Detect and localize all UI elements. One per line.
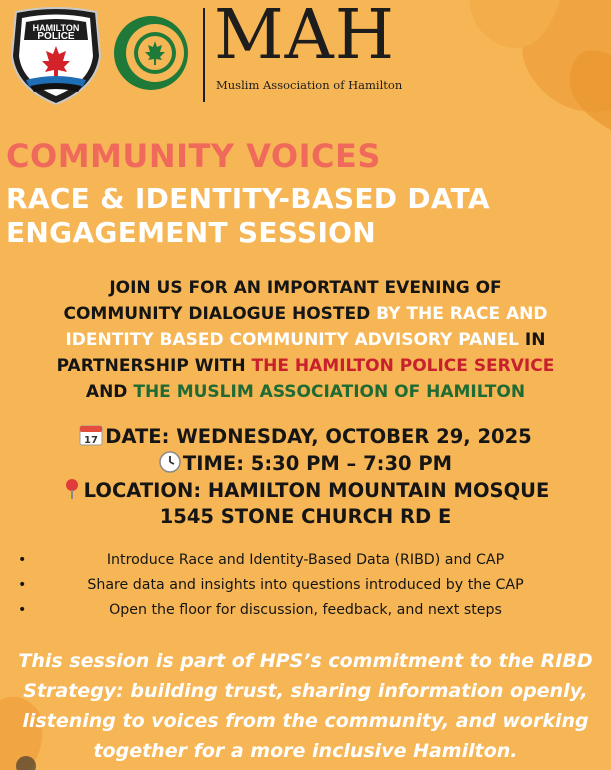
calendar-icon xyxy=(79,424,103,446)
intro-highlight: BY THE RACE AND xyxy=(376,304,548,324)
closing-line: listening to voices from the community, and working xyxy=(22,710,589,732)
subhead-line-1: RACE & IDENTITY-BASED DATA xyxy=(6,182,490,215)
list-item: • Open the floor for discussion, feedback, and next steps xyxy=(18,602,502,618)
event-address: 1545 STONE CHURCH RD E xyxy=(159,505,452,528)
closing-line: together for a more inclusive Hamilton. xyxy=(93,740,518,762)
closing-line: This session is part of HPS’s commitment to the RIBD xyxy=(18,650,593,672)
intro-paragraph xyxy=(0,275,611,405)
list-item: • Share data and insights into questions introduced by the CAP xyxy=(18,577,524,593)
agenda-item-text: Share data and insights into questions introduced by the CAP xyxy=(87,577,524,593)
event-date xyxy=(0,424,611,448)
muslim-association-text: THE MUSLIM ASSOCIATION OF HAMILTON xyxy=(133,382,526,402)
badge-top-text: HAMILTON xyxy=(32,23,80,33)
intro-line: PARTNERSHIP WITH xyxy=(56,356,252,376)
list-item: • Introduce Race and Identity-Based Data (RIBD) and CAP xyxy=(18,552,505,568)
hamilton-police-badge xyxy=(8,6,104,106)
intro-line: COMMUNITY DIALOGUE HOSTED xyxy=(63,304,377,324)
closing-line: Strategy: building trust, sharing information openly, xyxy=(23,680,588,702)
closing-statement xyxy=(0,646,611,766)
intro-line: JOIN US FOR AN IMPORTANT EVENING OF xyxy=(109,278,502,298)
intro-line: AND xyxy=(85,382,134,402)
intro-highlight: IDENTITY BASED COMMUNITY ADVISORY PANEL xyxy=(65,330,520,350)
mah-crescent-logo xyxy=(112,14,190,92)
date-text: DATE: WEDNESDAY, OCTOBER 29, 2025 xyxy=(105,425,532,448)
hamilton-police-service-text: THE HAMILTON POLICE SERVICE xyxy=(251,356,555,376)
headline: COMMUNITY VOICES xyxy=(6,137,381,175)
mah-subtitle: Muslim Association of Hamilton xyxy=(216,78,403,92)
calendar-day: 17 xyxy=(84,435,99,446)
event-location xyxy=(0,478,611,502)
subhead-line-2: ENGAGEMENT SESSION xyxy=(6,216,377,249)
logo-divider xyxy=(203,8,205,102)
location-pin-icon xyxy=(62,478,82,500)
event-time xyxy=(0,451,611,475)
time-text: TIME: 5:30 PM – 7:30 PM xyxy=(182,452,453,475)
mah-wordmark: MAH xyxy=(214,0,396,75)
intro-line: IN xyxy=(519,330,546,350)
agenda-list xyxy=(0,548,611,623)
badge-main-text: POLICE xyxy=(37,31,75,42)
clock-icon xyxy=(159,451,181,473)
agenda-item-text: Open the floor for discussion, feedback, and next steps xyxy=(109,602,502,618)
location-text: LOCATION: HAMILTON MOUNTAIN MOSQUE xyxy=(83,479,550,502)
agenda-item-text: Introduce Race and Identity-Based Data (RIBD) and CAP xyxy=(106,552,505,568)
